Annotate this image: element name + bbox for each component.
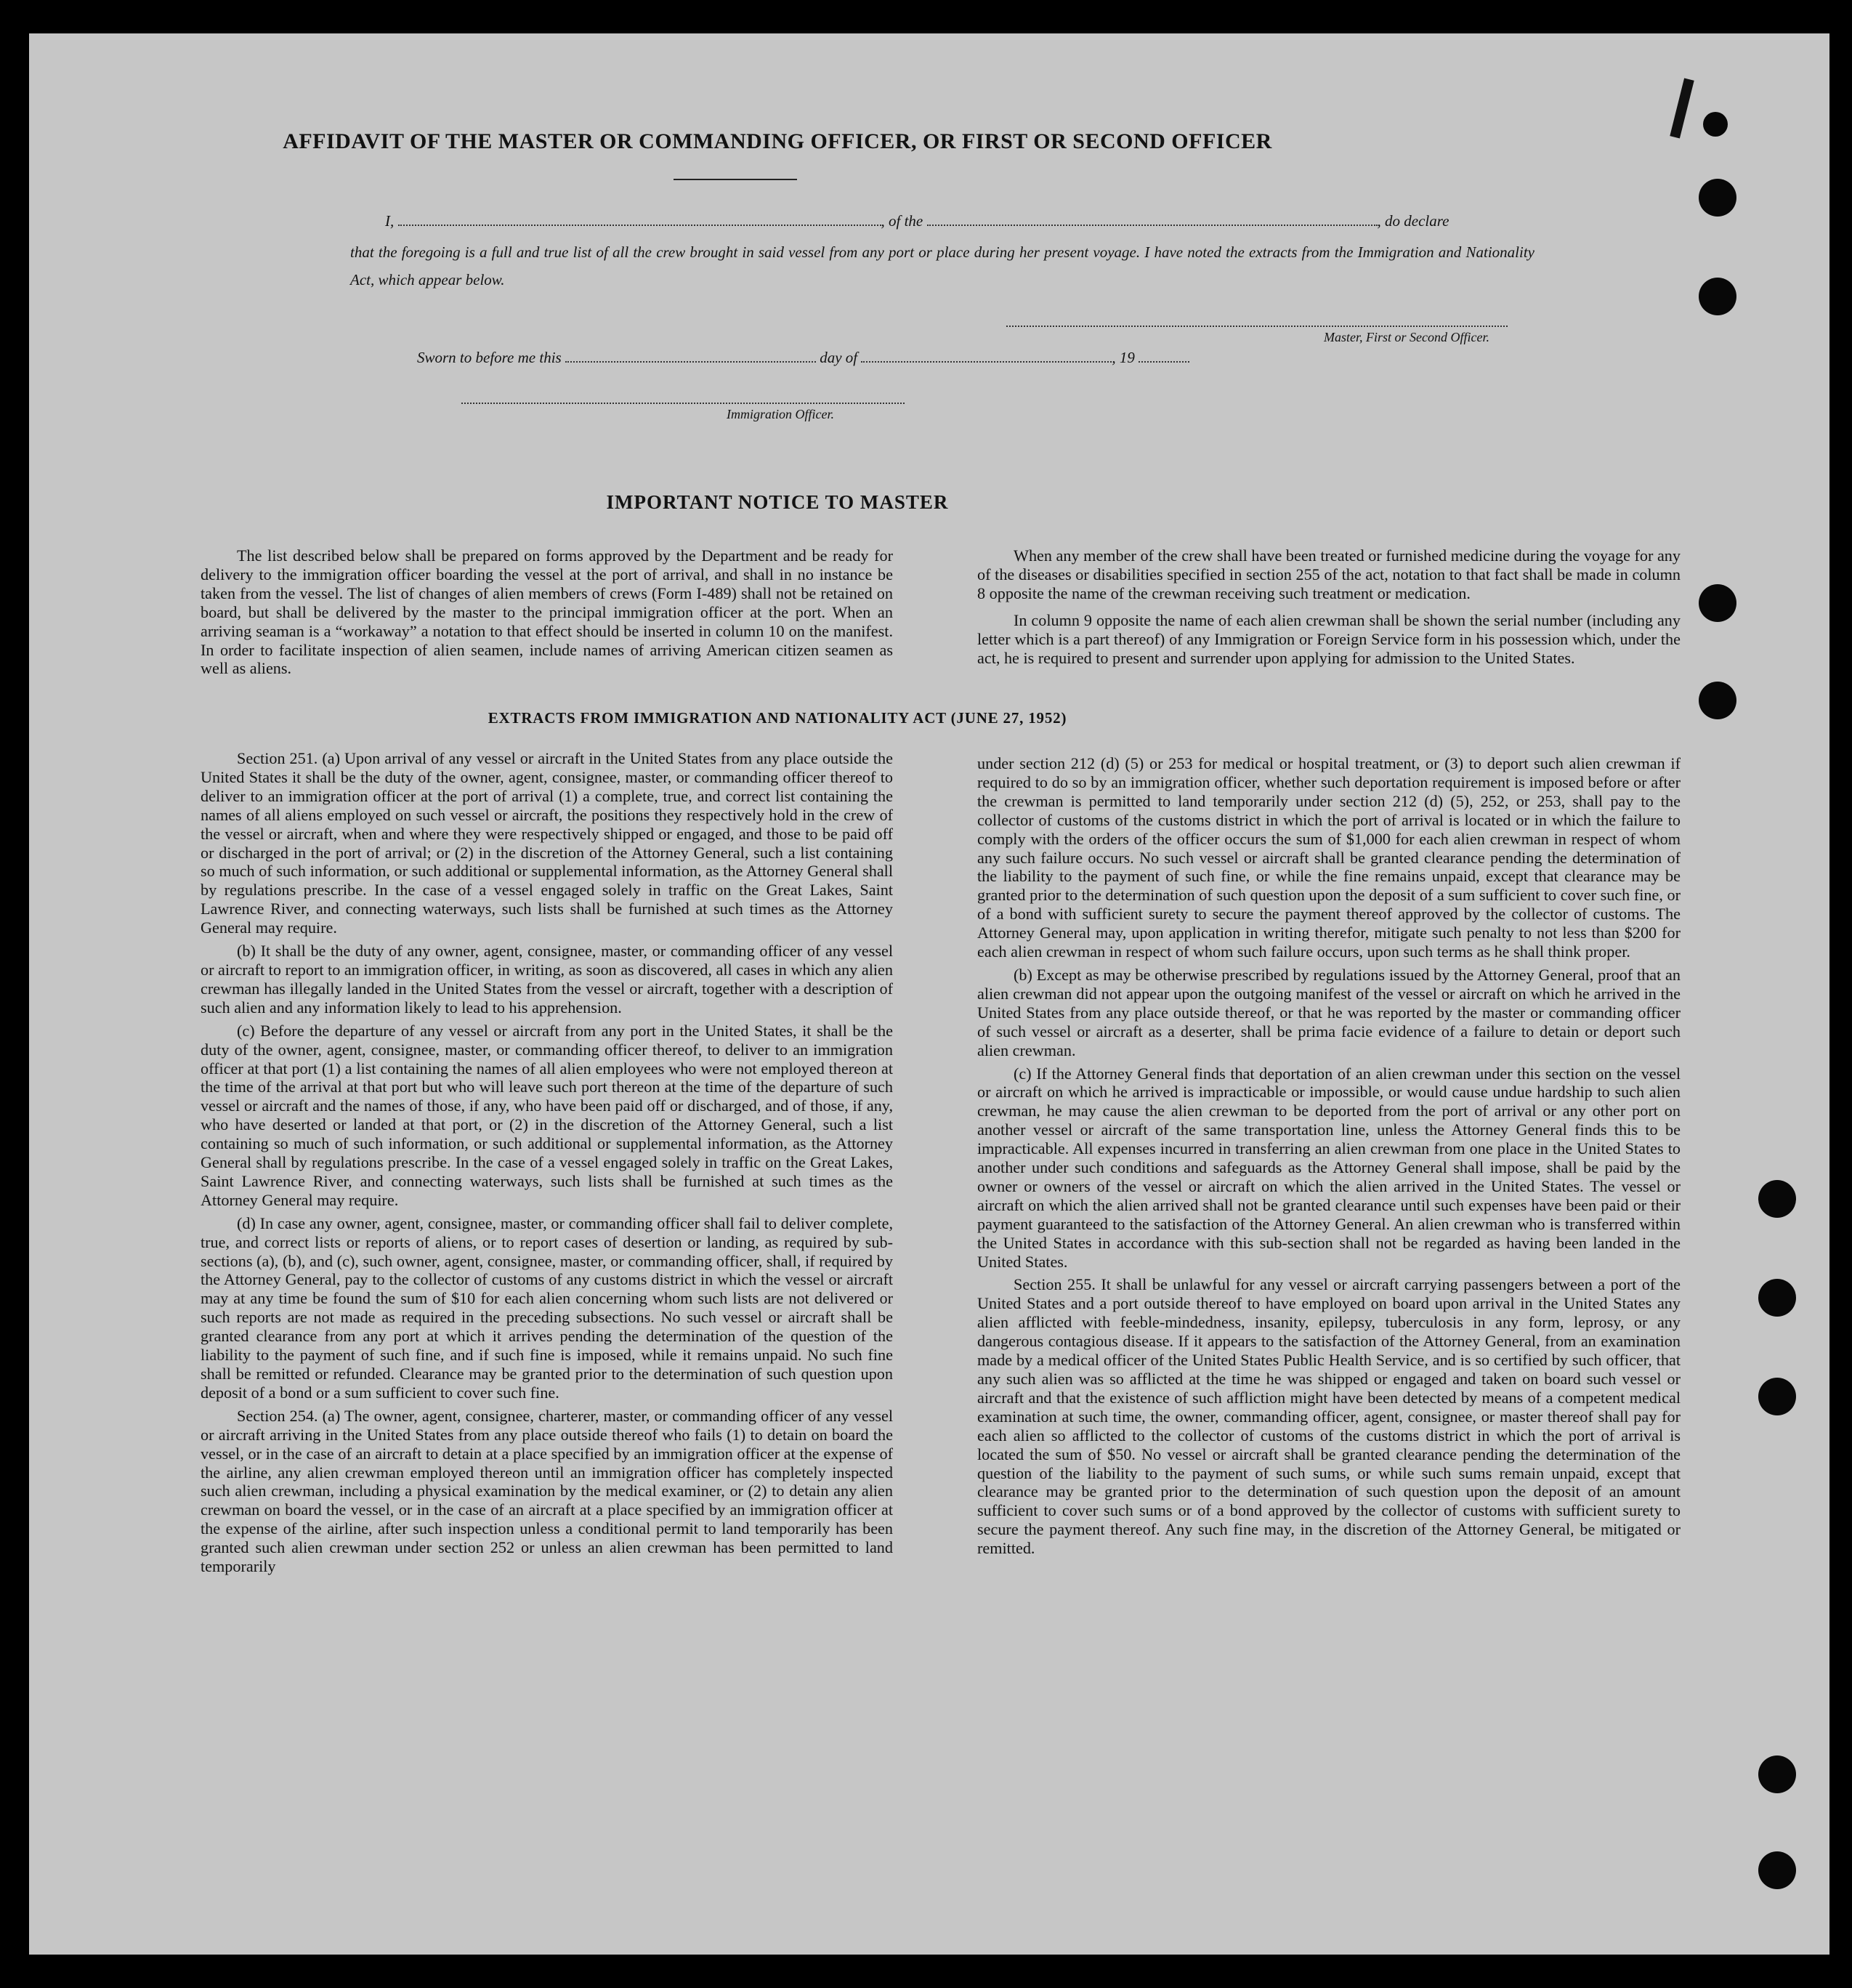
- vessel-fill-line: [927, 222, 1378, 226]
- declaration-statement: that the foregoing is a full and true list of all the crew brought in said vessel from any port or place during her present voyage. I have noted the extracts from the Immigration and Nationality Act, which appear below.: [350, 243, 1534, 288]
- punch-hole: [1699, 682, 1736, 719]
- section-251c: (c) Before the departure of any vessel or aircraft from any port in the United States, it shall be the duty of the owner, agent, consignee, master, or commanding officer thereof, to deliver to an immigration officer at that port (1) a list containing the names of all alien employees who were not employed thereon at the time of the arrival at that port but who will leave such port thereon at the time of the departure of such vessel or aircraft and the names of those, if any, who have been paid off or discharged, and of those, if any, who have deserted or landed at that port, or (2) in the discretion of the Attorney General, such a list containing so much of such information, or such additional or supplemental information, as the Attorney General shall by regulations prescribe. In the case of a vessel engaged solely in traffic on the Great Lakes, Saint Lawrence River, and connecting waterways, such lists shall be furnished at such times as the Attorney General may require.: [201, 1021, 893, 1209]
- document-page: [29, 33, 1829, 1955]
- section-254a-continued: under section 212 (d) (5) or 253 for medical or hospital treatment, or (3) to deport such alien crewman if required to do so by an immigration officer, whether such deportation requirement is imposed before or after the crewman is permitted to land temporarily under section 212 (d) (5), 252, or 253, shall pay to the collector of customs of the customs district in which the port of arrival is located or in which the failure to comply with the orders of the officer occurs the sum of $1,000 for each alien crewman in respect of whom any such failure occurs. No such vessel or aircraft shall be granted clearance pending the determination of the liability to the payment of such fine, or while the fine remains unpaid, except that clearance may be granted prior to the determination of such question upon the deposit of a sum sufficient to cover such fine, or of a bond with sufficient surety to secure the payment thereof approved by the collector of customs. The Attorney General may, upon application in writing therefor, mitigate such penalty to not less than $200 for each alien crewman in respect of whom such failure occurs, upon such terms as he shall think proper.: [977, 754, 1681, 961]
- i-label: I,: [385, 212, 395, 230]
- immigration-officer-line: [461, 403, 905, 404]
- section-251d: (d) In case any owner, agent, consignee, master, or commanding officer shall fail to deliver complete, true, and correct lists or reports of aliens, or to report cases of desertion or landing, as required by sub-sections (a), (b), and (c), such owner, agent, consignee, master, or commanding officer, shall, if required by the Attorney General, pay to the collector of customs of any customs district in which the vessel or aircraft may at any time be found the sum of $10 for each alien concerning whom such lists are not delivered or such reports are not made as required in the preceding subsections. No such vessel or aircraft shall be granted clearance from any port at which it arrives pending the determination of the question of the liability to the payment of such fine, and if such fine is imposed, while it remains unpaid. No such fine shall be remitted or refunded. Clearance may be granted prior to the determination of such question upon deposit of a bond or a sum sufficient to cover such fine.: [201, 1213, 893, 1402]
- extracts-right-column: [977, 754, 1681, 1562]
- title-rule: [674, 179, 797, 180]
- notice-paragraph: The list described below shall be prepared on forms approved by the Department and be ready for delivery to the immigration officer boarding the vessel at the port of arrival, and shall in no instance be taken from the vessel. The list of changes of alien members of crews (Form I-489) shall not be retained on board, but shall be delivered by the master to the principal immigration officer at the port. When an arriving seaman is a “workaway” a notation to that effect should be inserted in column 10 on the manifest. In order to facilitate inspection of alien seamen, include names of arriving American citizen seamen as well as aliens.: [201, 546, 893, 678]
- declare-line: [385, 212, 1533, 230]
- ink-mark: [1670, 78, 1694, 139]
- section-251b: (b) It shall be the duty of any owner, agent, consignee, master, or commanding officer of any vessel or aircraft to report to an immigration officer, in writing, as soon as discovered, all cases in which any alien crewman has illegally landed in the United States from the vessel or aircraft, together with a description of such alien and any information likely to lead to his apprehension.: [201, 942, 893, 1017]
- punch-hole: [1699, 278, 1736, 315]
- notice-title: IMPORTANT NOTICE TO MASTER: [606, 491, 949, 513]
- punch-hole: [1758, 1755, 1796, 1793]
- year-fill-line: [1139, 358, 1189, 363]
- extracts-title: EXTRACTS FROM IMMIGRATION AND NATIONALITY ACT (JUNE 27, 1952): [488, 709, 1067, 727]
- of-the-label: , of the: [881, 212, 923, 230]
- sworn-line: [417, 349, 1289, 367]
- punch-hole: [1699, 179, 1736, 217]
- notice-left-column: [201, 546, 893, 678]
- section-254b: (b) Except as may be otherwise prescribed by regulations issued by the Attorney General, proof that an alien crewman did not appear upon the outgoing manifest of the vessel or aircraft on which he arrived in the United States from any place outside thereof, or that he was reported by the master or commanding officer of such vessel or aircraft as a deserter, shall be prima facie evidence of a failure to detain or deport such alien crewman.: [977, 965, 1681, 1059]
- affidavit-title: AFFIDAVIT OF THE MASTER OR COMMANDING OFFICER, OR FIRST OR SECOND OFFICER: [283, 129, 1272, 153]
- day-of-label: day of: [820, 349, 858, 366]
- signature-label: Master, First or Second Officer.: [1324, 330, 1489, 344]
- punch-hole: [1699, 584, 1736, 622]
- extracts-left-column: [201, 749, 893, 1580]
- month-fill-line: [861, 358, 1112, 363]
- signature-line: [1006, 326, 1508, 327]
- punch-hole: [1703, 112, 1728, 137]
- name-fill-line: [398, 222, 881, 226]
- notice-paragraph: In column 9 opposite the name of each alien crewman shall be shown the serial number (including any letter which is a part thereof) of any Immigration or Foreign Service form in his possession which, under the act, he is required to present and surrender upon applying for admission to the United States.: [977, 610, 1681, 667]
- sworn-day-fill-line: [565, 358, 816, 363]
- sworn-label: Sworn to before me this: [417, 349, 562, 366]
- section-251a: Section 251. (a) Upon arrival of any vessel or aircraft in the United States from any place outside the United States it shall be the duty of the owner, agent, consignee, master, or commanding officer thereof to deliver to an immigration officer at the port of arrival (1) a complete, true, and correct list containing the names of all aliens employed on such vessel or aircraft, the positions they respectively hold in the crew of the vessel or aircraft, when and where they were respectively shipped or engaged, and those to be paid off or discharged in the port of arrival; or (2) in the discretion of the Attorney General, such a list containing so much of such information, or such additional or supplemental information, as the Attorney General shall by regulations prescribe. In the case of a vessel engaged solely in traffic on the Great Lakes, Saint Lawrence River, and connecting waterways, such lists shall be furnished at such times as the Attorney General may require.: [201, 749, 893, 937]
- punch-hole: [1758, 1378, 1796, 1415]
- punch-hole: [1758, 1851, 1796, 1889]
- do-declare-label: , do declare: [1377, 212, 1449, 230]
- year-label: , 19: [1112, 349, 1135, 366]
- section-255: Section 255. It shall be unlawful for any vessel or aircraft carrying passengers between a port of the United States and a port outside thereof to have employed on board upon arrival in the United States any alien afflicted with feeble-mindedness, insanity, epilepsy, tuberculosis in any form, leprosy, or any dangerous contagious disease. If it appears to the satisfaction of the Attorney General, from an examination made by a medical officer of the United States Public Health Service, and is so certified by such officer, that any such alien was so afflicted at the time he was shipped or engaged and taken on board such vessel or aircraft and that the existence of such affliction might have been detected by means of a competent medical examination at such time, the owner, commanding officer, agent, consignee, or master thereof shall pay for each alien so afflicted to the collector of customs of the customs district in which the port of arrival is located the sum of $50. No vessel or aircraft shall be granted clearance pending the determination of the question of the liability to the payment of such sums, or while such sums remain unpaid, except that clearance may be granted prior to the determination of such question upon the deposit of an amount sufficient to cover such sums or of a bond approved by the collector of customs with sufficient surety to secure the payment thereof. Any such fine may, in the discretion of the Attorney General, be mitigated or remitted.: [977, 1275, 1681, 1558]
- section-254a: Section 254. (a) The owner, agent, consignee, charterer, master, or commanding officer of any vessel or aircraft arriving in the United States from any place outside thereof who fails (1) to detain on board the vessel, or in the case of an aircraft to detain at a place specified by an immigration officer at the expense of the airline, any alien crewman employed thereon until an immigration officer has completely inspected such alien crewman, including a physical examination by the medical examiner, or (2) to detain any alien crewman on board the vessel, or in the case of an aircraft at a place specified by an immigration officer at the expense of the airline, after such inspection unless a conditional permit to land temporarily has been granted such alien crewman under section 252 or unless an alien crewman has been permitted to land temporarily: [201, 1406, 893, 1576]
- immigration-officer-label: Immigration Officer.: [727, 407, 834, 421]
- punch-hole: [1758, 1279, 1796, 1317]
- notice-paragraph: When any member of the crew shall have been treated or furnished medicine during the voyage for any of the diseases or disabilities specified in section 255 of the act, notation to that fact shall be made in column 8 opposite the name of the crewman receiving such treatment or medication.: [977, 546, 1681, 602]
- notice-right-column: [977, 546, 1681, 667]
- section-254c: (c) If the Attorney General finds that deportation of an alien crewman under this section on the vessel or aircraft on which he arrived is impracticable or impossible, or would cause undue hardship to such alien crewman, he may cause the alien crewman to be deported from the port of arrival or any other port on another vessel or aircraft of the same transportation line, unless the Attorney General finds this to be impracticable. All expenses incurred in transferring an alien crewman from one place in the United States to another under such conditions and safeguards as the Attorney General shall impose, shall be paid by the owner or owners of the vessel or aircraft on which the alien arrived in the United States. The vessel or aircraft on which the alien arrived shall not be granted clearance until such expenses have been paid or their payment guaranteed to the satisfaction of the Attorney General. An alien crewman who is transferred within the United States in accordance with this sub-section shall not be regarded as having been landed in the United States.: [977, 1064, 1681, 1271]
- punch-hole: [1758, 1180, 1796, 1218]
